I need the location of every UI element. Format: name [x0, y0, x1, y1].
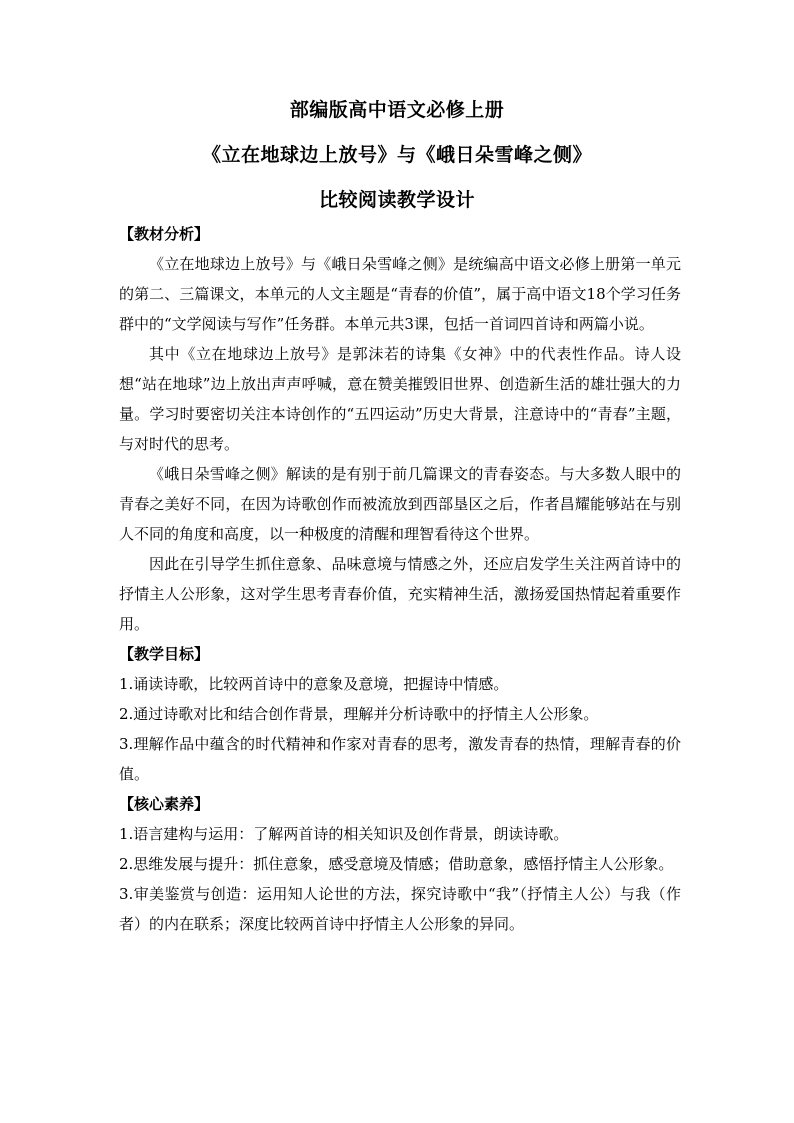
list-item: 1.诵读诗歌，比较两首诗中的意象及意境，把握诗中情感。 [119, 675, 509, 693]
document-title-line-1: 部编版高中语文必修上册 [289, 99, 505, 121]
document-title-line-2: 《立在地球边上放号》与《峨日朵雪峰之侧》 [201, 144, 592, 166]
section-teaching-objectives [119, 639, 681, 789]
document-title-line-3: 比较阅读教学设计 [318, 189, 475, 211]
paragraph: 《峨日朵雪峰之侧》解读的是有别于前几篇课文的青春姿态。与大多数人眼中的青春之美好不同，在因为诗歌创作而被流放到西部垦区之后，作者昌耀能够站在与别人不同的角度和高度，以一种极度的清醒和理智看待这个世界。 [119, 465, 681, 543]
document-body [119, 219, 681, 939]
section-heading: 【教材分析】 [119, 225, 210, 243]
section-textbook-analysis [119, 219, 681, 639]
list-item: 3.理解作品中蕴含的时代精神和作家对青春的思考，激发青春的热情，理解青春的价值。 [119, 735, 681, 783]
paragraph: 其中《立在地球边上放号》是郭沫若的诗集《女神》中的代表性作品。诗人设想“站在地球”边上放出声声呼喊，意在赞美摧毁旧世界、创造新生活的雄壮强大的力量。学习时要密切关注本诗创作的“五四运动”历史大背景，注意诗中的“青春”主题，与对时代的思考。 [119, 345, 681, 453]
document-title-block [0, 101, 794, 236]
paragraph: 因此在引导学生抓住意象、品味意境与情感之外，还应启发学生关注两首诗中的抒情主人公形象，这对学生思考青春价值，充实精神生活，激扬爱国热情起着重要作用。 [119, 555, 681, 633]
section-heading: 【教学目标】 [119, 645, 210, 663]
section-heading: 【核心素养】 [119, 795, 210, 813]
list-item: 2.思维发展与提升：抓住意象，感受意境及情感；借助意象，感悟抒情主人公形象。 [119, 855, 674, 873]
list-item: 3.审美鉴赏与创造：运用知人论世的方法，探究诗歌中“我”（抒情主人公）与我（作者）的内在联系；深度比较两首诗中抒情主人公形象的异同。 [119, 885, 681, 933]
paragraph: 《立在地球边上放号》与《峨日朵雪峰之侧》是统编高中语文必修上册第一单元的第二、三篇课文，本单元的人文主题是“青春的价值”，属于高中语文18个学习任务群中的“文学阅读与写作”任务群。本单元共3课，包括一首词四首诗和两篇小说。 [119, 255, 681, 333]
list-item: 2.通过诗歌对比和结合创作背景，理解并分析诗歌中的抒情主人公形象。 [119, 705, 599, 723]
list-item: 1.语言建构与运用：了解两首诗的相关知识及创作背景，朗读诗歌。 [119, 825, 569, 843]
section-core-competencies [119, 789, 681, 939]
